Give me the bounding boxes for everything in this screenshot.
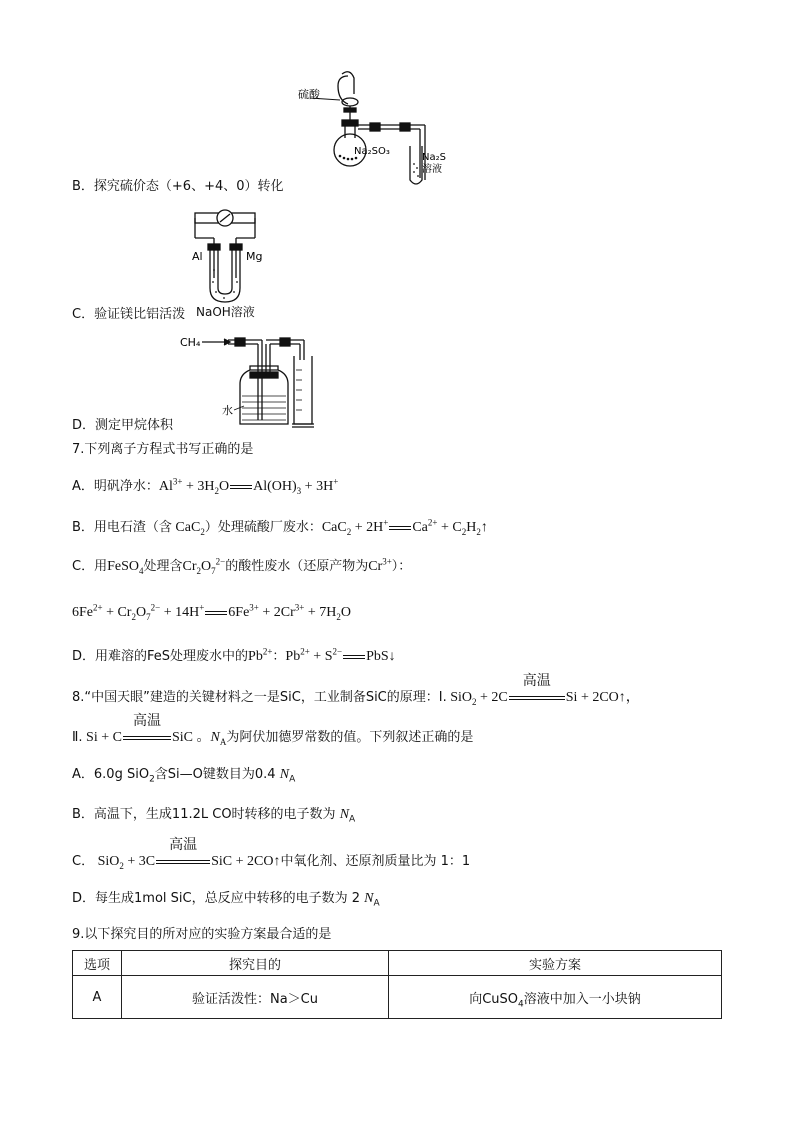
q7-option-c-equation: $6Fe^{2+} + Cr_2O_7^{2-} + 14H^+$ $6Fe^{3+} + 2Cr^{3+} + 7H_2O$	[72, 602, 351, 622]
label-aluminum: Al	[192, 250, 203, 263]
q8-option-d: D．每生成1mol SiC，总反应中转移的电子数为 2 $N_A$	[72, 891, 380, 909]
diagram-methane-volume	[180, 330, 330, 434]
diagram-al-mg-cell	[190, 208, 270, 318]
q8-option-b: B．高温下，生成11.2L CO时转移的电子数为 $N_A$	[72, 807, 356, 825]
q8-option-c: C． SiO$_2$ + 3C 高温 SiC + 2CO↑中氧化剂、还原剂质量比为 1：1	[72, 836, 471, 871]
q9-stem: 9.以下探究目的所对应的实验方案最合适的是	[72, 927, 332, 942]
q6-option-b: B．探究硫价态（+6、+4、0）转化	[72, 179, 284, 194]
header-option: 选项	[73, 951, 122, 976]
table-row	[73, 976, 722, 1019]
table-header-row	[73, 951, 722, 976]
q8-option-a: A．6.0g SiO$_2$含Si—O键数目为0.4 $N_A$	[72, 767, 296, 785]
q7-option-c: C．用FeSO$_4$处理含$Cr_2O_7^{2-}$的酸性废水（还原产物为$Cr^{3+}$）：	[72, 556, 412, 576]
q7-option-b: B．用电石渣（含 CaC$_2$）处理硫酸厂废水：CaC$_2$ + 2H+ $Ca^{2+}$ + $C_2H_2↑$	[72, 517, 488, 537]
q7-option-d: D．用难溶的FeS处理废水中的$Pb^{2+}$：$Pb^{2+} + S^{2-}$ PbS↓	[72, 646, 396, 664]
label-naoh-solution: NaOH溶液	[196, 305, 255, 319]
q9-table	[72, 950, 722, 1019]
q7-stem: 7.下列离子方程式书写正确的是	[72, 442, 254, 457]
q7-option-a: A．明矾净水：$Al^{3+} + 3H_2O$ $Al(OH)_3 + 3H^+$	[72, 476, 339, 496]
cell-option: A	[73, 976, 122, 1019]
diagram-sulfur-valence-apparatus	[290, 68, 450, 190]
label-solution: 溶液	[422, 164, 442, 175]
q8-stem: 8.“中国天眼”建造的关键材料之一是SiC，工业制备SiC的原理：Ⅰ. SiO$_2$ + 2C 高温 Si + 2CO↑，	[72, 672, 640, 707]
q6-option-d: D．测定甲烷体积	[72, 418, 174, 433]
label-sulfuric-acid: 硫酸	[298, 88, 320, 101]
q6-option-c: C．验证镁比铝活泼	[72, 307, 186, 322]
q8-reaction-2: Ⅱ. Si + C 高温 SiC 。$N_A$为阿伏加德罗常数的值。下列叙述正确的是	[72, 712, 474, 747]
header-purpose: 探究目的	[122, 951, 389, 976]
cell-purpose: 验证活泼性：Na＞Cu	[122, 976, 389, 1019]
label-water: 水	[222, 404, 233, 417]
label-magnesium: Mg	[246, 250, 263, 263]
label-sodium-sulfide: Na₂S	[422, 152, 446, 163]
header-plan: 实验方案	[389, 951, 722, 976]
label-sodium-sulfite: Na₂SO₃	[354, 146, 390, 157]
cell-plan: 向CuSO$_4$溶液中加入一小块钠	[389, 976, 722, 1019]
label-methane: CH₄	[180, 336, 201, 349]
